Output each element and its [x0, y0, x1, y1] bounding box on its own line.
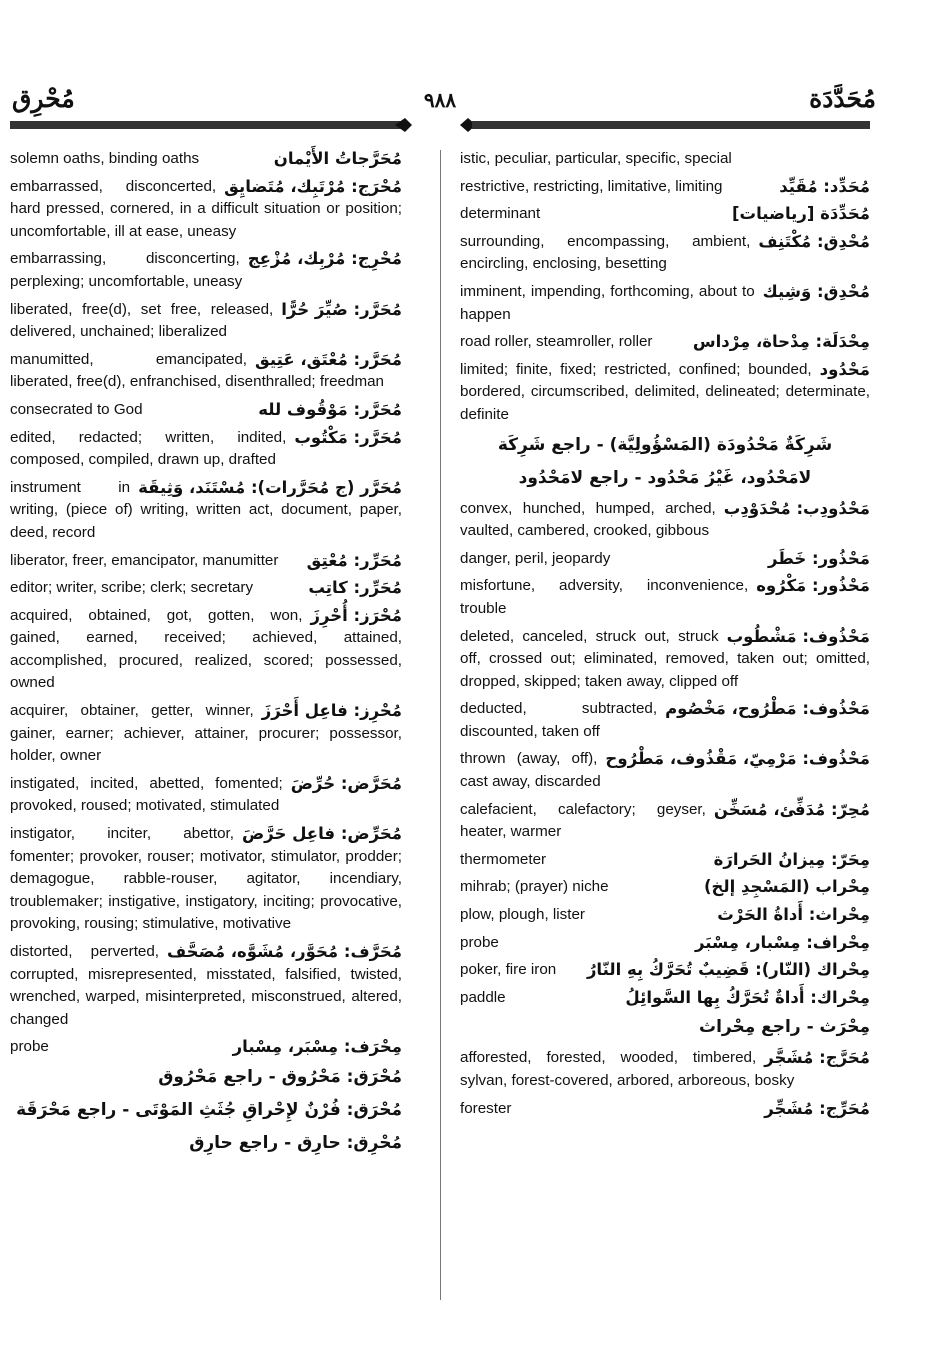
english-definition: forester — [460, 1099, 512, 1117]
arabic-headword: مُحْرِج: مُرْبِك، مُزْعِج — [247, 249, 402, 269]
dictionary-entry — [460, 876, 870, 899]
dictionary-entry — [460, 1098, 870, 1121]
english-definition: determinant — [460, 205, 541, 223]
english-definition: danger, peril, jeopardy — [460, 549, 611, 567]
arabic-headword: مِحْراب (المَسْجِدِ إلخ) — [703, 877, 870, 897]
english-definition: imminent, impending, forthcoming, about to happen — [460, 282, 755, 323]
dictionary-entry — [10, 605, 402, 695]
dictionary-entry — [460, 148, 870, 171]
dictionary-entry — [10, 700, 402, 768]
english-definition: paddle — [460, 988, 506, 1006]
dictionary-entry — [10, 550, 402, 573]
english-definition: liberator, freer, emancipator, manumitter — [10, 551, 279, 569]
english-definition: thrown (away, off), cast away, discarded — [460, 750, 601, 791]
arabic-headword: مَحْذُور: مَكْرُوه — [756, 576, 870, 596]
dictionary-entry — [10, 349, 402, 394]
arabic-headword: مُحَرَّر: مَكْتُوب — [294, 427, 402, 447]
arabic-headword: مِحَرّ: مِيزانُ الحَرارَة — [713, 849, 870, 869]
header-rule-left — [10, 118, 412, 132]
dictionary-entry — [460, 799, 870, 844]
dictionary-entry — [10, 299, 402, 344]
dictionary-entry — [460, 748, 870, 793]
arabic-headword: مُحَرَّف: مُحَوَّر، مُشَوَّه، مُصَحَّف — [167, 942, 402, 961]
dictionary-entry — [460, 698, 870, 743]
english-definition: acquirer, obtainer, getter, winner, gainer, earner; achiever, attainer, procurer; possessor, holder, owner — [10, 702, 402, 765]
english-definition: acquired, obtained, got, gotten, won, gained, earned, received; achieved, attained, accomplished, procured, realized, scored; possessed, owned — [10, 606, 402, 692]
arabic-cross-reference: مُحْرِق: حارِق - راجع حارِق — [189, 1132, 402, 1153]
english-definition: manumitted, emancipated, liberated, free(d), enfranchised, disenthralled; freedman — [10, 350, 384, 391]
arabic-headword: مُحَدِّدَة [رياضيات] — [731, 204, 870, 224]
english-definition: instigator, inciter, abettor, fomenter; provoker, rouser; motivator, stimulator, prodder; demagogue, rabble-rouser, agitator, incendiary, troublemaker; instigative, instigatory, inciting; provocative, provoking, rousing; stimulative, motivative — [10, 825, 402, 933]
arabic-headword: مُحَدِّد: مُقَيِّد — [779, 176, 870, 196]
header-rule-right — [460, 118, 870, 132]
arabic-headword: مِحْراك (النّار): قَضِيبٌ تُحَرَّكُ بِهِ النّارُ — [586, 960, 870, 980]
english-definition: istic, peculiar, particular, specific, special — [460, 150, 732, 167]
arabic-headword: مَحْدُود — [819, 359, 870, 379]
column-divider — [440, 150, 441, 1300]
dictionary-entry — [460, 904, 870, 927]
arabic-headword: مَحْدُودِب: مُحْدَوْدِب — [723, 498, 870, 518]
right-guide-word: مُحَدَّدَة — [809, 86, 876, 113]
dictionary-entry — [460, 176, 870, 199]
dictionary-entry — [460, 203, 870, 226]
dictionary-entry — [10, 773, 402, 818]
english-definition: consecrated to God — [10, 400, 143, 418]
arabic-headword: مِحْرَف: مِسْبَر، مِسْبار — [232, 1037, 402, 1057]
dictionary-entry — [10, 823, 402, 936]
english-definition: thermometer — [460, 850, 547, 868]
english-definition: probe — [10, 1038, 49, 1056]
english-definition: embarrassing, disconcerting, perplexing; uncomfortable, uneasy — [10, 250, 243, 290]
arabic-cross-reference: لامَحْدُود، غَيْرُ مَحْدُود - راجع لامَحْدُود — [518, 467, 812, 488]
page-header — [0, 84, 928, 114]
dictionary-entry — [10, 399, 402, 422]
arabic-headword: مُحَرِّر: مُعْتِق — [306, 550, 402, 570]
arabic-headword: مُحَرَّر: مَوْقُوف لله — [258, 399, 402, 419]
english-definition: embarrassed, disconcerted, hard pressed, cornered, in a difficult situation or position; uncomfortable, ill at ease, uneasy — [10, 177, 402, 240]
arabic-headword: مُحَرَّر: صُيِّرَ حُرًّا — [281, 299, 402, 319]
arabic-cross-reference: شَرِكَةٌ مَحْدُودَة (المَسْؤُولِيَّة) - راجع شَرِكَة — [497, 434, 833, 455]
left-column — [10, 148, 402, 1163]
dictionary-entry — [460, 849, 870, 872]
dictionary-entry — [460, 331, 870, 354]
english-definition: limited; finite, fixed; restricted, confined; bounded, bordered, circumscribed, delimited, delineated; determinate, definite — [460, 360, 870, 423]
english-definition: plow, plough, lister — [460, 906, 585, 924]
dictionary-entry — [460, 498, 870, 543]
arabic-headword: مُحَرِّج: مُشَجِّر — [764, 1098, 870, 1118]
dictionary-entry — [10, 176, 402, 244]
english-definition: editor; writer, scribe; clerk; secretary — [10, 579, 254, 597]
english-definition: mihrab; (prayer) niche — [460, 878, 609, 896]
arabic-headword: مُحْدِق: وَشِيك — [762, 281, 870, 301]
dictionary-entry — [10, 1036, 402, 1059]
english-definition: surrounding, encompassing, ambient, encircling, enclosing, besetting — [460, 232, 751, 273]
english-definition: deducted, subtracted, discounted, taken off — [460, 700, 658, 740]
arabic-headword: مُحْرَج: مُرْتَبِك، مُتَضايِق — [224, 176, 402, 196]
arabic-headword: مُحِرّ: مُدَفِّئ، مُسَخِّن — [713, 799, 870, 819]
english-definition: deleted, canceled, struck out, struck off, crossed out; eliminated, removed, taken out; omitted, dropped, skipped; taken away, clipped off — [460, 627, 870, 690]
arabic-headword: مَحْذُوف: مَشْطُوب — [726, 626, 870, 646]
arabic-headword: مُحَرَّجاتُ الأَيْمان — [273, 149, 402, 168]
arabic-headword: مُحَرِّر: كاتِب — [308, 578, 402, 598]
dictionary-entry — [460, 548, 870, 571]
dictionary-entry — [460, 231, 870, 276]
arabic-headword: مَحْذُور: خَطَر — [768, 548, 870, 568]
arabic-headword: مَحْذُوف: مَرْمِيّ، مَقْذُوف، مَطْرُوح — [605, 749, 870, 769]
arabic-headword: مُحَرِّض: فاعِل حَرَّضَ — [241, 824, 402, 844]
dictionary-entry — [10, 941, 402, 1031]
dictionary-entry — [10, 427, 402, 472]
dictionary-entry — [10, 577, 402, 600]
arabic-headword: مِحْراف: مِسْبار، مِسْبَر — [695, 932, 870, 952]
english-definition: probe — [460, 933, 499, 951]
dictionary-entry — [10, 248, 402, 293]
arabic-headword: مُحْرِز: فاعِل أَحْرَزَ — [261, 701, 402, 721]
arabic-headword: مُحْدِق: مُكْتَنِف — [758, 231, 870, 251]
dictionary-entry — [460, 281, 870, 326]
arabic-headword: مِحْدَلَة: مِدْحاة، مِرْداس — [692, 332, 870, 352]
arabic-headword: مُحْرَز: أُحْرِزَ — [310, 605, 402, 625]
arabic-headword: مُحَرَّج: مُشَجَّر — [764, 1048, 870, 1068]
english-definition: convex, hunched, humped, arched, vaulted, cambered, crooked, gibbous — [460, 499, 716, 540]
english-definition: distorted, perverted, corrupted, misrepresented, misstated, falsified, twisted, wrenched, warped, misinterpreted, misconstrued, altered, changed — [10, 943, 402, 1028]
dictionary-entry — [460, 359, 870, 427]
arabic-cross-reference: مُحْرَق: فُرْنٌ لإِحْراقِ جُثَثِ المَوْتَى - راجع مَحْرَقَة — [16, 1099, 402, 1120]
dictionary-entry — [460, 1047, 870, 1092]
dictionary-entry — [460, 575, 870, 620]
arabic-headword: مِحْراك: أَداةٌ تُحَرَّكُ بِها السَّوائِلُ — [625, 987, 870, 1007]
arabic-headword: مُحَرَّض: حُرِّضَ — [290, 773, 402, 793]
dictionary-entry — [460, 959, 870, 982]
english-definition: instrument in writing, (piece of) writing, written act, document, paper, deed, record — [10, 478, 402, 541]
page-number: ٩٨٨ — [423, 90, 457, 112]
english-definition: instigated, incited, abetted, fomented; provoked, roused; motivated, stimulated — [10, 774, 283, 815]
english-definition: restrictive, restricting, limitative, limiting — [460, 177, 723, 195]
arabic-cross-reference: مِحْرَث - راجع مِحْراث — [699, 1017, 870, 1038]
english-definition: edited, redacted; written, indited, composed, compiled, drawn up, drafted — [10, 428, 287, 469]
right-column — [460, 148, 870, 1125]
english-definition: afforested, forested, wooded, timbered, sylvan, forest-covered, arbored, arboreous, bosky — [460, 1049, 795, 1089]
arabic-headword: مَحْذُوف: مَطْرُوح، مَخْصُوم — [665, 699, 870, 719]
dictionary-entry — [460, 932, 870, 955]
arabic-headword: مُحَرَّر (ج مُحَرَّرات): مُسْتَنَد، وَثِيقَة — [138, 477, 402, 497]
arabic-headword: مُحَرَّر: مُعْتَق، عَتِيق — [255, 349, 402, 369]
arabic-cross-reference: مُحْرَق: مَحْرُوق - راجع مَحْرُوق — [158, 1066, 402, 1087]
dictionary-entry — [460, 626, 870, 694]
dictionary-entry — [10, 477, 402, 545]
left-guide-word: مُحْرِق — [12, 86, 75, 113]
english-definition: road roller, steamroller, roller — [460, 333, 653, 351]
dictionary-entry — [460, 987, 870, 1010]
english-definition: liberated, free(d), set free, released, delivered, unchained; liberalized — [10, 300, 274, 341]
dictionary-entry — [10, 148, 402, 171]
english-definition: calefacient, calefactory; geyser, heater, warmer — [460, 800, 706, 841]
arabic-headword: مِحْراث: أَداةُ الحَرْث — [717, 905, 870, 925]
english-definition: solemn oaths, binding oaths — [10, 150, 200, 167]
english-definition: poker, fire iron — [460, 961, 557, 979]
english-definition: misfortune, adversity, inconvenience, trouble — [460, 577, 749, 617]
